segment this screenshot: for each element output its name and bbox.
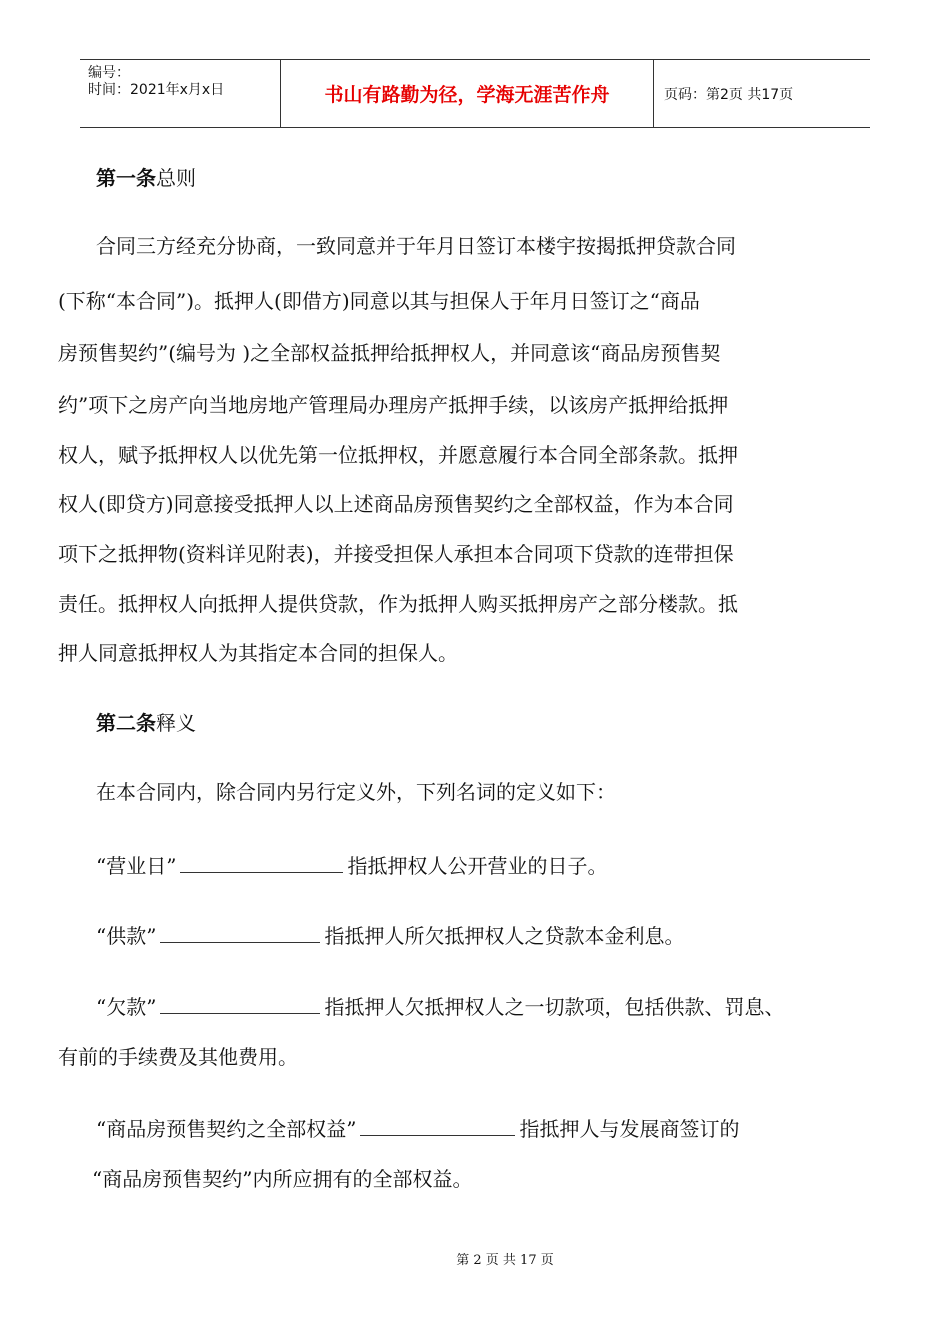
blank-line: [360, 1117, 515, 1136]
article1-heading: [96, 166, 196, 190]
definition-text: 指抵押人与发展商签订的: [519, 1117, 740, 1141]
header-page-info: 页码：第2页 共17页: [664, 86, 794, 103]
definition-text: 指抵押权人公开营业的日子。: [347, 854, 608, 878]
definition-continuation: 有前的手续费及其他费用。: [58, 1045, 298, 1069]
blank-line: [180, 854, 343, 873]
header-motto: 书山有路勤为径，学海无涯苦作舟: [280, 60, 654, 127]
definition-term: “供款”: [96, 924, 157, 948]
definition-text: 指抵押人欠抵押权人之一切款项，包括供款、罚息、: [324, 995, 785, 1019]
header-meta: [80, 60, 280, 127]
article2-number: 第二条: [96, 711, 156, 735]
definition-term: “商品房预售契约之全部权益”: [96, 1117, 357, 1141]
article1-title: 总则: [156, 166, 196, 190]
definition-text: 指抵押人所欠抵押权人之贷款本金利息。: [324, 924, 685, 948]
paragraph-line: 责任。抵押权人向抵押人提供贷款，作为抵押人购买抵押房产之部分楼款。抵: [58, 592, 738, 616]
doc-number-label: 编号：: [88, 65, 130, 81]
page-footer: 第 2 页 共 17 页: [456, 1253, 554, 1268]
blank-line: [160, 924, 320, 943]
definition-item: [96, 995, 784, 1019]
definition-continuation: “商品房预售契约”内所应拥有的全部权益。: [92, 1167, 473, 1191]
definition-item: [96, 854, 607, 878]
blank-line: [160, 995, 320, 1014]
article2-intro: 在本合同内，除合同内另行定义外，下列名词的定义如下：: [96, 780, 616, 804]
definition-item: [96, 924, 684, 948]
paragraph-line: (下称“本合同”)。抵押人(即借方)同意以其与担保人于年月日签订之“商品: [58, 289, 700, 313]
article2-title: 释义: [156, 711, 196, 735]
paragraph-line: 权人(即贷方)同意接受抵押人以上述商品房预售契约之全部权益，作为本合同: [58, 492, 734, 516]
paragraph-line: 约”项下之房产向当地房地产管理局办理房产抵押手续，以该房产抵押给抵押: [58, 393, 729, 417]
paragraph-line: 项下之抵押物(资料详见附表)，并接受担保人承担本合同项下贷款的连带担保: [58, 542, 734, 566]
paragraph-line: 合同三方经充分协商，一致同意并于年月日签订本楼宇按揭抵押贷款合同: [96, 234, 736, 258]
paragraph-line: 房预售契约”(编号为 )之全部权益抵押给抵押权人，并同意该“商品房预售契: [58, 341, 721, 365]
paragraph-line: 权人，赋予抵押权人以优先第一位抵押权，并愿意履行本合同全部条款。抵押: [58, 443, 738, 467]
article2-heading: [96, 711, 196, 735]
doc-time-label: 时间：2021年x月x日: [88, 82, 225, 98]
definition-term: “营业日”: [96, 854, 177, 878]
article1-number: 第一条: [96, 166, 156, 190]
definition-item: [96, 1117, 739, 1141]
page-header: [80, 59, 870, 128]
definition-term: “欠款”: [96, 995, 157, 1019]
paragraph-line: 押人同意抵押权人为其指定本合同的担保人。: [58, 641, 458, 665]
